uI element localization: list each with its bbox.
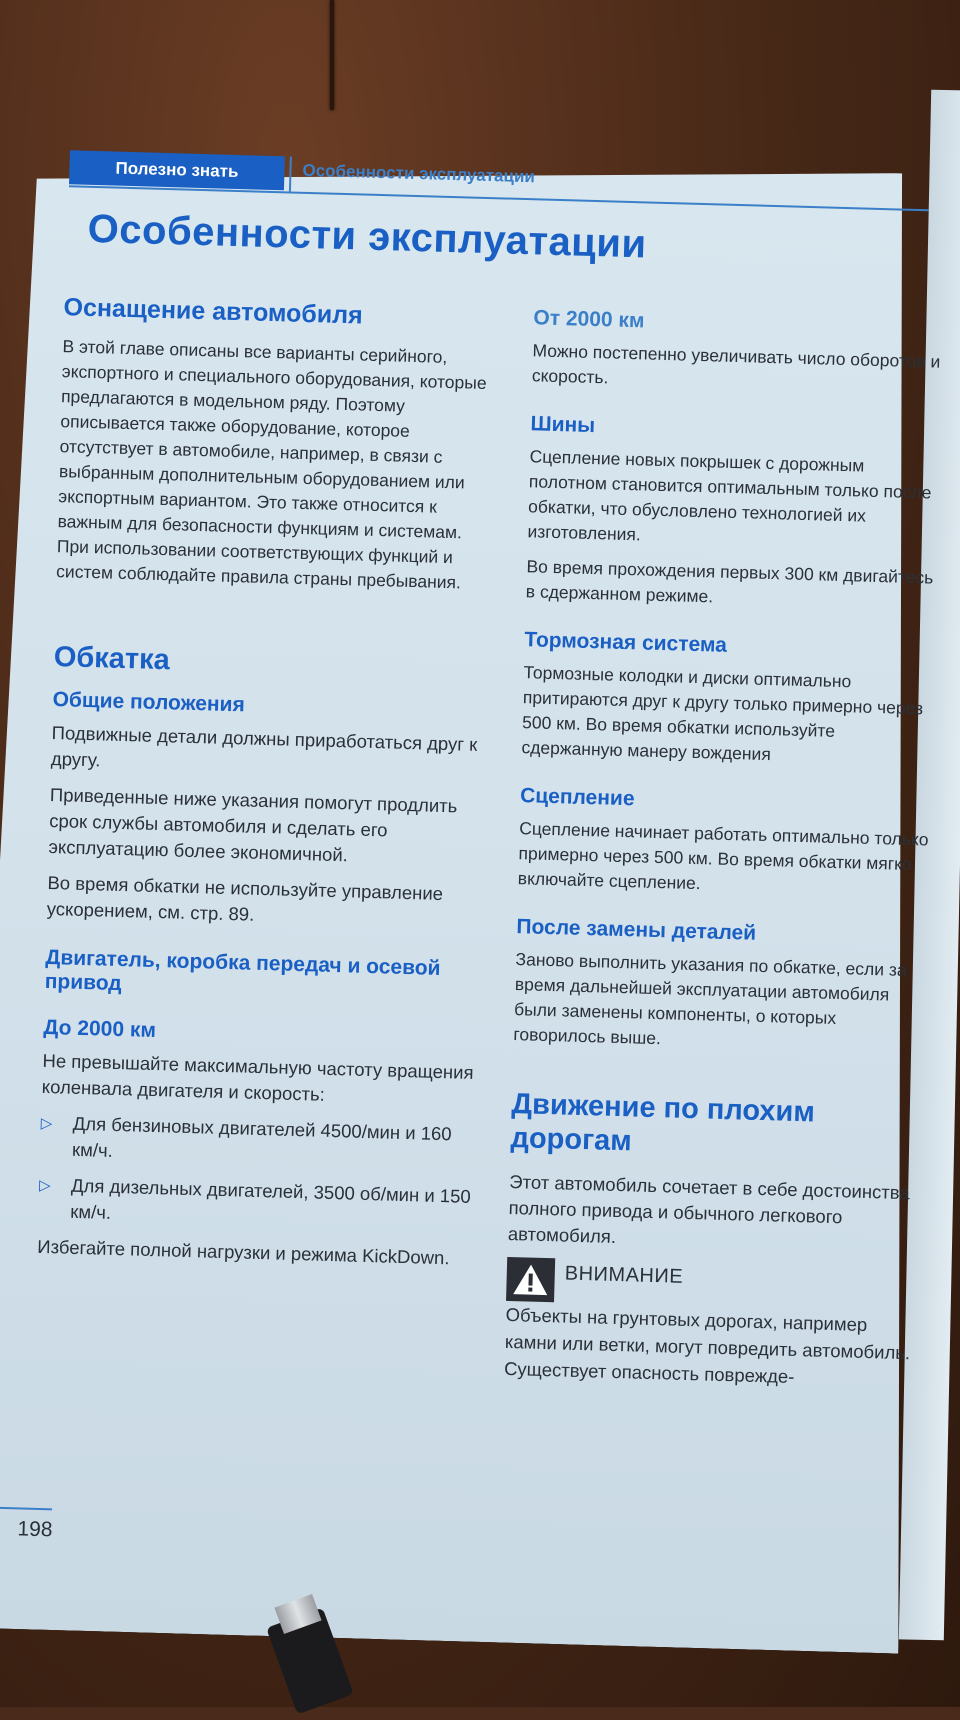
left-column — [37, 293, 504, 1282]
bullet-item — [38, 1172, 479, 1236]
from2000-heading: От 2000 км — [533, 306, 645, 333]
from2000-text: Можно постепенно увеличивать число оборотов и скорость. — [531, 340, 941, 388]
to2000-text: Не превышайте максимальную частоту вращения коленвала двигателя и скорость: — [41, 1049, 474, 1105]
header-section-title: Особенности эксплуатации — [302, 160, 536, 187]
clutch-text: Сцепление начинает работать оптимально только примерно через 500 км. Во время обкатки мягко включайте сцепление. — [517, 818, 929, 894]
page-title: Особенности эксплуатации — [87, 206, 648, 267]
bullet-text: Для дизельных двигателей, 3500 об/мин и 150 км/ч. — [70, 1174, 472, 1223]
header-divider — [289, 156, 292, 191]
general-paragraph-2: Приведенные ниже указания помогут продлить срок службы автомобиля и сделать его эксплуатацию более экономичной. — [48, 783, 458, 866]
parts-heading: После замены деталей — [516, 915, 757, 945]
breakin-heading: Обкатка — [53, 641, 171, 677]
equipment-heading: Оснащение автомобиля — [63, 293, 364, 330]
warning-text: Объекты на грунтовых дорогах, например камни или ветки, могут повредить автомобиль. Существует опасность поврежде- — [503, 1303, 911, 1387]
triangle-bullet-icon: ▷ — [38, 1176, 51, 1195]
warning-title: ВНИМАНИЕ — [564, 1262, 684, 1288]
triangle-bullet-icon: ▷ — [40, 1114, 53, 1133]
tires-paragraph-1: Сцепление новых покрышек с дорожным полотном становится оптимальным только после обкатки, что обусловлено технологией их изготовления. — [527, 446, 932, 545]
warning-triangle-icon — [506, 1257, 555, 1302]
brakes-heading: Тормозная система — [524, 628, 728, 657]
brakes-text: Тормозные колодки и диски оптимально притираются друг к другу только примерно через 500 км. Во время обкатки используйте сдержанную манеру вождения — [521, 662, 924, 765]
to2000-heading: До 2000 км — [43, 1015, 157, 1043]
kickdown-text: Избегайте полной нагрузки и режима KickDown. — [37, 1235, 450, 1269]
bullet-text: Для бензиновых двигателей 4500/мин и 160 км/ч. — [71, 1112, 452, 1161]
bullet-item — [40, 1110, 481, 1174]
tires-paragraph-2: Во время прохождения первых 300 км двигайтесь в сдержанном режиме. — [525, 556, 934, 607]
footer-rule — [0, 1506, 52, 1510]
general-paragraph-3: Во время обкатки не используйте управление ускорением, см. стр. 89. — [46, 871, 444, 925]
header-rule — [69, 185, 929, 211]
general-heading: Общие положения — [52, 688, 246, 717]
rough-roads-heading: Движение по плохим дорогам — [510, 1088, 816, 1158]
equipment-text: В этой главе описаны все варианты серийного, экспортного и специального оборудования, которые предлагаются в модельном ряду. Поэтому описывается также оборудование, которое отсутствует в автомобиле, например, в связи с выбранным дополнительным оборудованием или экспортным вариантом. Это также относится к важным для безопасности функциям и системам. При использовании соответствующих функций и систем соблюдайте правила страны пребывания. — [55, 336, 487, 593]
clutch-heading: Сцепление — [519, 784, 635, 811]
rough-roads-text: Этот автомобиль сочетает в себе достоинства полного привода и обычного легкового автомобиля. — [507, 1170, 911, 1247]
parts-text: Заново выполнить указания по обкатке, если за время дальнейшей эксплуатации автомобиля были заменены компоненты, о которых говорилось выше. — [513, 949, 907, 1049]
page-number: 198 — [17, 1517, 53, 1542]
general-paragraph-1: Подвижные детали должны приработаться друг к другу. — [50, 722, 478, 771]
right-column — [503, 306, 943, 1412]
tires-heading: Шины — [530, 412, 596, 438]
engine-heading: Двигатель, коробка передач и осевой привод — [44, 945, 441, 996]
header-tab: Полезно знать — [69, 150, 285, 190]
